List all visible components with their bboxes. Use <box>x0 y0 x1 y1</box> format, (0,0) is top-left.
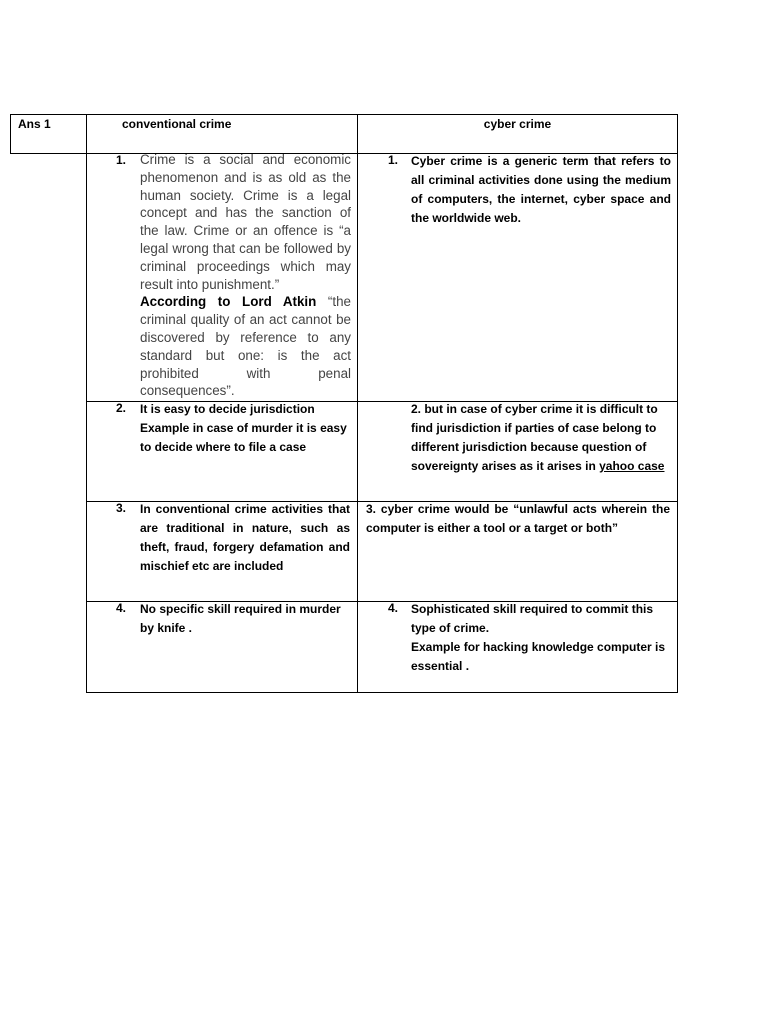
row3-left-number: 3. <box>116 501 127 515</box>
header-cyber-cell <box>357 114 678 154</box>
row4-cyber-cell <box>357 601 678 693</box>
row2-conventional-cell <box>86 401 358 502</box>
row1-left-text-b: “the criminal quality of an act cannot be discovered by reference to any standard but one: is the act prohibited with penal consequences”. <box>140 294 352 399</box>
row3-conventional-cell <box>86 501 358 602</box>
row2-left-line1: It is easy to decide jurisdiction <box>140 402 315 416</box>
yahoo-case-reference: yahoo case <box>599 459 665 473</box>
row2-cyber-text <box>411 400 673 476</box>
row1-cyber-text: Cyber crime is a generic term that refers to all criminal activities done using the medium of computers, the internet, cyber space and the worldwide web. <box>411 154 671 225</box>
row1-conventional-cell <box>86 153 358 402</box>
row1-cyber-cell <box>357 153 678 402</box>
row1-left-text-a: Crime is a social and economic phenomenon and is as old as the human society. Crime is a legal concept and has the sanction of the law. Crime or an offence is “a legal wrong that can be followed by criminal proceedings which may result into punishment.” <box>140 152 351 292</box>
row4-cyber-text <box>411 600 673 676</box>
row4-right-line1: Sophisticated skill required to commit this type of crime. <box>411 602 654 635</box>
row2-conventional-text <box>140 400 352 457</box>
row2-cyber-cell <box>357 401 678 502</box>
row2-left-line2: Example in case of murder it is easy to decide where to file a case <box>140 421 347 454</box>
row4-right-number: 4. <box>388 601 399 615</box>
row4-left-number: 4. <box>116 601 127 615</box>
row4-conventional-text: No specific skill required in murder by knife . <box>140 602 341 635</box>
row4-right-line2: Example for hacking knowledge computer is essential . <box>411 640 666 673</box>
conventional-crime-heading: conventional crime <box>122 117 232 131</box>
row1-right-number: 1. <box>388 153 399 167</box>
row4-conventional-cell <box>86 601 358 693</box>
row3-cyber-cell <box>357 501 678 602</box>
answer-label: Ans 1 <box>18 117 51 131</box>
header-conventional-cell <box>86 114 358 154</box>
lord-atkin-lead: According to Lord Atkin <box>140 294 317 310</box>
row2-left-number: 2. <box>116 401 127 415</box>
row2-right-text: 2. but in case of cyber crime it is difficult to find jurisdiction if parties of case belong to different jurisdiction because question of sovereignty arises as it arises in <box>411 402 658 473</box>
row1-left-number: 1. <box>116 153 127 167</box>
row1-conventional-text <box>140 151 351 400</box>
cyber-crime-heading: cyber crime <box>483 117 552 131</box>
row3-conventional-text: In conventional crime activities that are traditional in nature, such as theft, fraud, forgery defamation and mischief etc are included <box>140 502 350 573</box>
row3-cyber-text: 3. cyber crime would be “unlawful acts wherein the computer is either a tool or a target or both” <box>366 502 670 535</box>
header-ans-cell <box>10 114 87 154</box>
